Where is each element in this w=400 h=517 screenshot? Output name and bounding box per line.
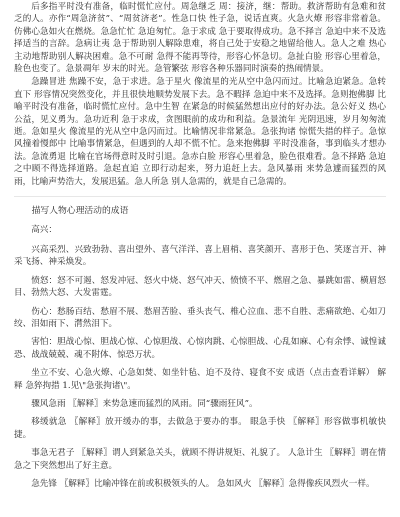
paragraph-2: 急躁冒进 焦躁不安，急于求进。急于星火 像流星的光从空中急闪而过。比喻急迫紧急。急转直下 形容情况突然变化，并且很快地顺势发展下去。急不暇择 急迫中来不及选择。急则抱佛脚 比喻平时没有准备，临时慌忙应付。急中生智 在紧急的时候猛然想出应付的好办法。急公好义 热心公益，见义勇为。急功近利 急于求成，贪图眼前的成功和利益。急景流年 光阴迅速，岁月匆匆流逝。急如星火 像流星的光从空中急闪而过。比喻情况非常紧急。急张拘诸 惊慌失措的样子。急惊风撞着慢郎中 比喻事情紧急，但遇到的人却不慌不忙。急来抱佛脚 平时没准备，事到临头才想办法。急流勇退 比喻在官场得意时及时引退。急赤白脸 形容心里着急，脸色很难看。急不择路 急迫之中顾不得选择道路。急起直追 立即行动起来，努力追赶上去。急风暴雨 来势急遽而猛烈的风雨，比喻声势浩大，发展迅猛。急人所急 别人急需的，就是自己急需的。: [14, 77, 386, 187]
subheading: 高兴：: [31, 224, 57, 235]
idiom-entry: [14, 447, 386, 472]
top-paragraphs: [14, 1, 386, 188]
idiom-group-text: 伤心：愁肠百结、愁眉不展、愁眉苦脸、垂头丧气、椎心泣血、悲不自胜、悲痛欲绝、心如刀绞、泪如雨下、潸然泪下。: [14, 306, 386, 329]
idiom-group-text: 害怕：胆战心惊、胆战心惊、心惊胆战、心惊肉跳、心惊胆战、心乱如麻、心有余悸、诚惶诚恐、战战兢兢、魂不附体、惊恐万状。: [14, 337, 386, 360]
idiom-group-happy: [14, 244, 386, 269]
idiom-group-fear: [14, 336, 386, 361]
idiom-group-anger: [14, 275, 386, 300]
idiom-entry-text: 事急无君子 〖解释〗谓人到紧急关头，就顾不得讲规矩、礼貌了。 人急计生 〖解释〗谓在情急之下突然想出了好主意。: [14, 448, 386, 471]
idiom-entry: [14, 398, 386, 410]
idioms-section: [14, 205, 386, 490]
idiom-entry-text: 骤风急雨 〖解释〗来势急速而猛烈的风雨。同“骤雨狂风”。: [31, 398, 258, 409]
idiom-group-text: 兴高采烈、兴致勃勃、喜出望外、喜气洋洋、喜上眉梢、喜笑颜开、喜形于色、笑逐言开、神采飞扬、神采焕发。: [14, 244, 386, 268]
idiom-group-sad: [14, 306, 386, 331]
section-divider: [14, 196, 386, 197]
idiom-group-text: 愤怒：怒不可遏、怒发冲冠、怒火中烧、怒气冲天、愤愤不平、燃眉之急、暴跳如雷、横眉怒目、勃然大怒、大发雷霆。: [14, 275, 386, 299]
paragraph-1: 后多指平时没有准备，临时慌忙应付。周急继乏 周：接济，继：帮助。救济帮助有急难和贫乏的人。亦作“周急济贫”、“周贫济老”。性急口快 性子急，说话直爽。火急火燎 形容非常着急。仿佛心急如火在燃烧。急急忙忙 急迫匆忙。急于求成 急于要取得成功。急不择言 急迫中来不及选择适当的言辞。急病让夷 急于帮助别人解除患难，将自己处于安稳之地留给他人。急人之难 热心主动地帮助别人解决困难。急不可耐 急得不能再等待，形容心怀急切。急扯白脸 形容心里着急，脸色也变了。急景凋年 岁末的时光。急管繁弦 形容各种乐器同时演奏的热闹情景。: [14, 2, 386, 75]
section-title: 描写人物心理活动的成语: [31, 206, 129, 217]
idiom-group-anxious: [14, 367, 386, 392]
idiom-entry: [14, 478, 386, 490]
idiom-entry: [14, 416, 386, 441]
idiom-group-text: 坐立不安、心急火燎、心急如焚、如坐针毡、迫不及待、寝食不安 成语（点击查看详解） 解释 急猝拘措 1.见\"急张拘诸\"。: [14, 368, 386, 391]
idiom-entry-text: 急先锋 〖解释〗比喻冲锋在前或积极领头的人。 急如风火 〖解释〗急得像疾风烈火一样。: [31, 479, 375, 489]
idiom-entry-text: 移缓就急 〖解释〗放开缓办的事，去做急于要办的事。 眼急手快 〖解释〗形容做事机敏快捷。: [14, 417, 386, 440]
